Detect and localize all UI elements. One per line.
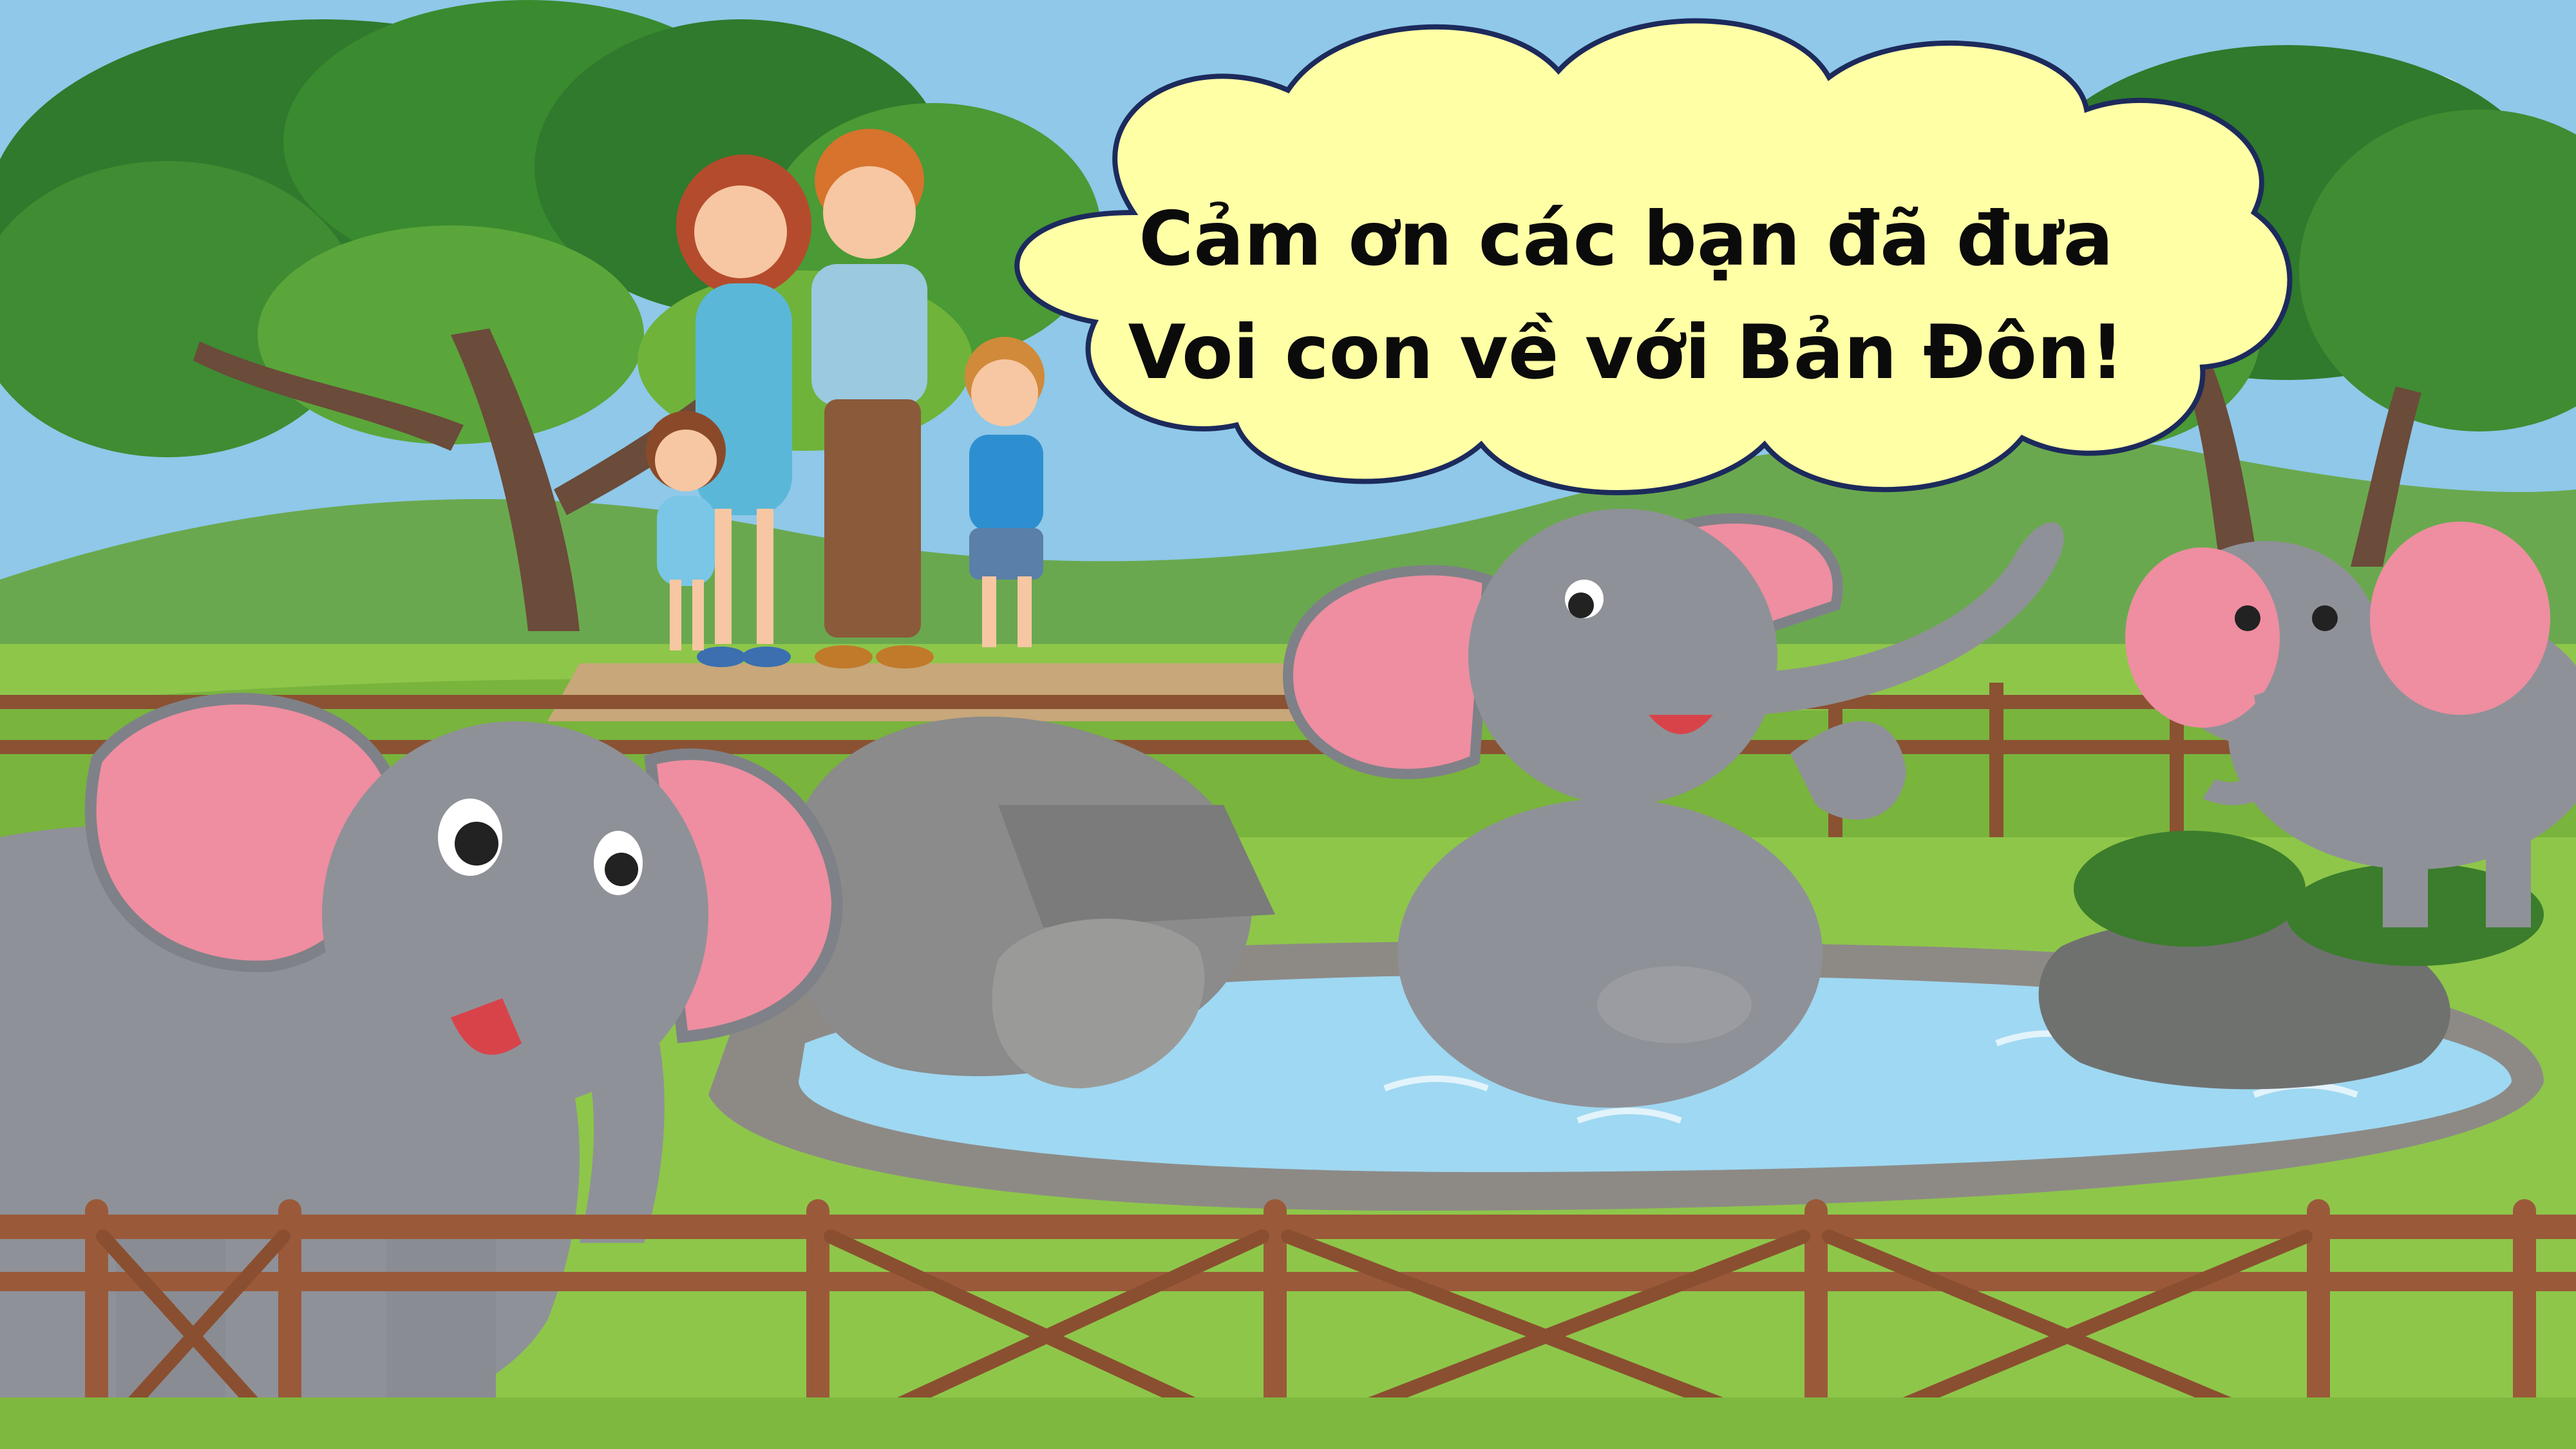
speech-bubble-text [1088, 174, 2164, 419]
foreground-grass [0, 1397, 2576, 1449]
speech-bubble-line-2: Voi con về với Bản Đôn! [1128, 309, 2125, 396]
speech-bubble-line-1: Cảm ơn các bạn đã đưa [1139, 196, 2114, 283]
father [811, 129, 934, 668]
path [547, 663, 1385, 721]
